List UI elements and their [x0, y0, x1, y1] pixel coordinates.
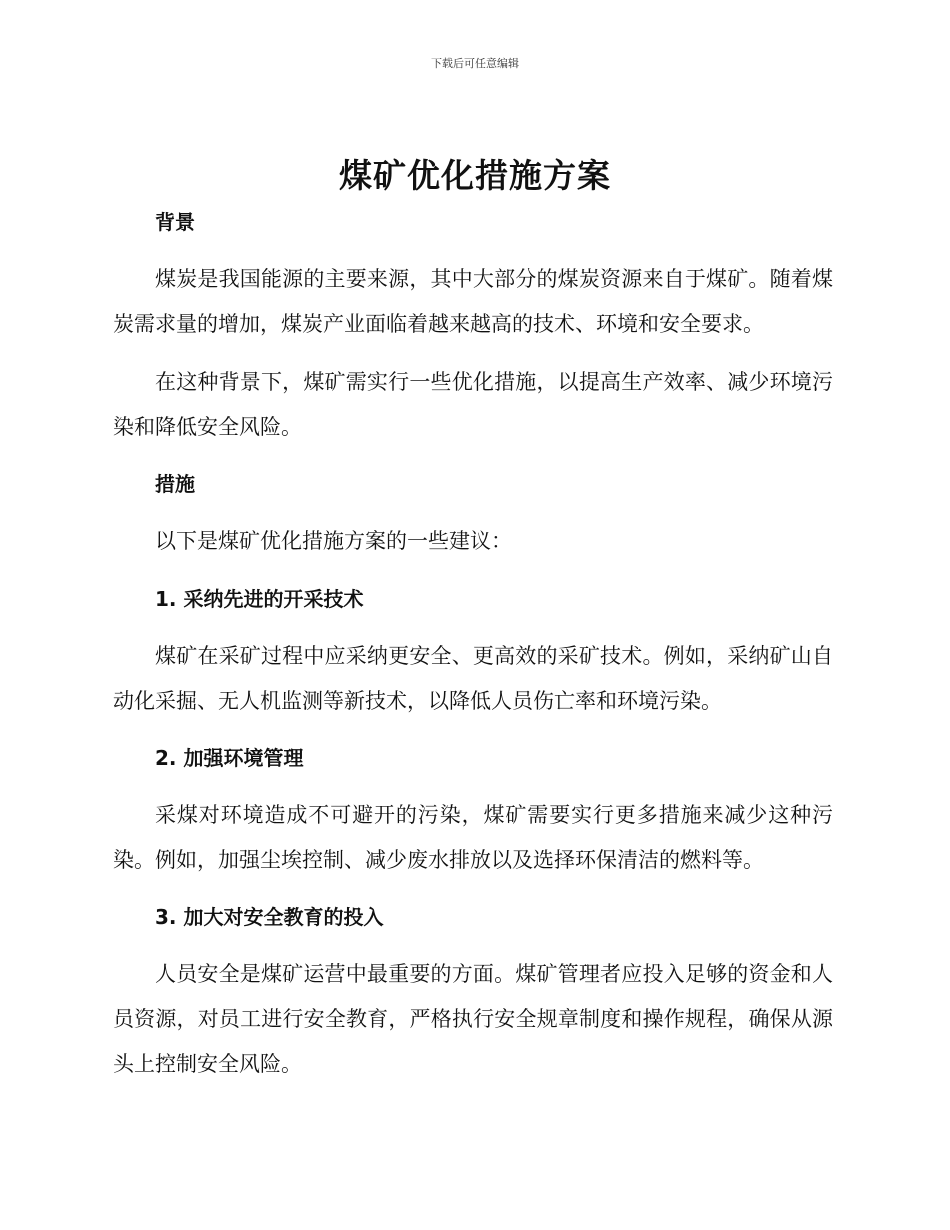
paragraph-item-3: 人员安全是煤矿运营中最重要的方面。煤矿管理者应投入足够的资金和人员资源，对员工进行安全教育，严格执行安全规章制度和操作规程，确保从源头上控制安全风险。	[113, 962, 833, 1076]
section-heading-measures: 措施	[155, 472, 195, 496]
item-heading-2: 2. 加强环境管理	[155, 746, 304, 770]
paragraph-item-1: 煤矿在采矿过程中应采纳更安全、更高效的采矿技术。例如，采纳矿山自动化采掘、无人机监测等新技术，以降低人员伤亡率和环境污染。	[113, 644, 833, 713]
document-title: 煤矿优化措施方案	[339, 156, 611, 195]
item-heading-3: 3. 加大对安全教育的投入	[155, 905, 384, 929]
item-heading-1: 1. 采纳先进的开采技术	[155, 587, 364, 611]
section-heading-background: 背景	[155, 210, 195, 234]
paragraph-background-1: 煤炭是我国能源的主要来源，其中大部分的煤炭资源来自于煤矿。随着煤炭需求量的增加，煤炭产业面临着越来越高的技术、环境和安全要求。	[113, 267, 833, 336]
paragraph-measures-intro: 以下是煤矿优化措施方案的一些建议：	[155, 529, 512, 553]
paragraph-background-2: 在这种背景下，煤矿需实行一些优化措施，以提高生产效率、减少环境污染和降低安全风险。	[113, 370, 833, 439]
paragraph-item-2: 采煤对环境造成不可避开的污染，煤矿需要实行更多措施来减少这种污染。例如，加强尘埃控制、减少废水排放以及选择环保清洁的燃料等。	[113, 803, 833, 872]
header-note: 下载后可任意编辑	[431, 57, 519, 70]
